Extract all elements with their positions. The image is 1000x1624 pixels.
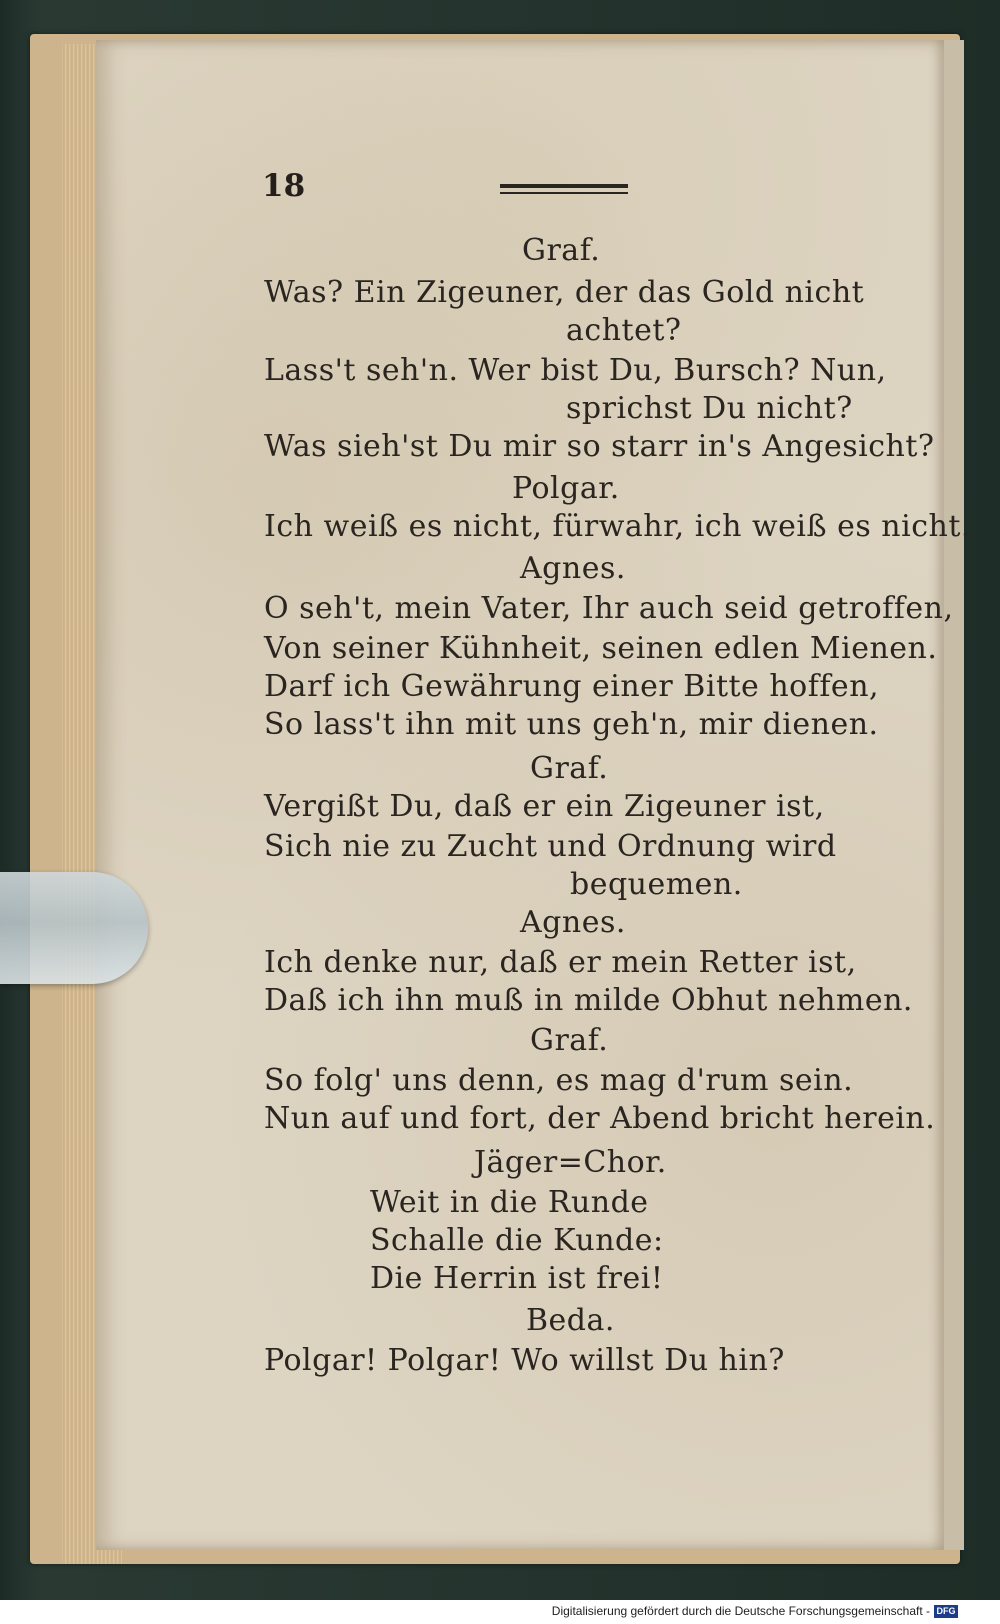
verse-line: achtet?	[566, 313, 682, 348]
footer-credit: Digitalisierung gefördert durch die Deutsche Forschungsgemeinschaft -	[551, 1604, 930, 1618]
verse-line: Ich denke nur, daß er mein Retter ist,	[264, 945, 857, 980]
page-number: 18	[262, 168, 306, 204]
verse-line: Nun auf und fort, der Abend bricht herein.	[264, 1101, 936, 1136]
verse-line: bequemen.	[570, 867, 743, 902]
digitization-footer	[0, 1600, 1000, 1624]
header-rule-thick	[500, 184, 628, 188]
speaker-name: Agnes.	[520, 551, 626, 586]
verse-line: Weit in die Runde	[370, 1185, 649, 1220]
verse-line: Darf ich Gewährung einer Bitte hoffen,	[264, 669, 880, 704]
speaker-name: Jäger=Chor.	[474, 1145, 667, 1180]
verse-line: So folg' uns denn, es mag d'rum sein.	[264, 1063, 854, 1098]
speaker-name: Agnes.	[520, 905, 626, 940]
verse-line: Daß ich ihn muß in milde Obhut nehmen.	[264, 983, 913, 1018]
verse-line: Von seiner Kühnheit, seinen edlen Mienen.	[264, 631, 938, 666]
speaker-name: Graf.	[530, 1023, 609, 1058]
verse-line: Was? Ein Zigeuner, der das Gold nicht	[264, 275, 865, 310]
verse-line: Vergißt Du, daß er ein Zigeuner ist,	[264, 789, 825, 824]
verse-line: So lass't ihn mit uns geh'n, mir dienen.	[264, 707, 879, 742]
speaker-name: Graf.	[522, 233, 601, 268]
book-clip	[0, 872, 148, 984]
verse-line: Sich nie zu Zucht und Ordnung wird	[264, 829, 837, 864]
verse-line: Ich weiß es nicht, fürwahr, ich weiß es nicht.	[264, 509, 971, 544]
verse-line: Lass't seh'n. Wer bist Du, Bursch? Nun,	[264, 353, 887, 388]
dfg-logo: DFG	[934, 1605, 958, 1618]
header-rule-thin	[500, 192, 628, 194]
speaker-name: Graf.	[530, 751, 609, 786]
verse-line: sprichst Du nicht?	[566, 391, 853, 426]
verse-line: Die Herrin ist frei!	[370, 1261, 664, 1296]
speaker-name: Beda.	[526, 1303, 615, 1338]
verse-line: Polgar! Polgar! Wo willst Du hin?	[264, 1343, 785, 1378]
verse-line: Was sieh'st Du mir so starr in's Angesicht?	[264, 429, 935, 464]
page-header	[262, 168, 902, 212]
speaker-name: Polgar.	[512, 471, 620, 506]
page-right-edge	[944, 40, 964, 1550]
verse-line: O seh't, mein Vater, Ihr auch seid getroffen,	[264, 591, 954, 626]
verse-line: Schalle die Kunde:	[370, 1223, 664, 1258]
